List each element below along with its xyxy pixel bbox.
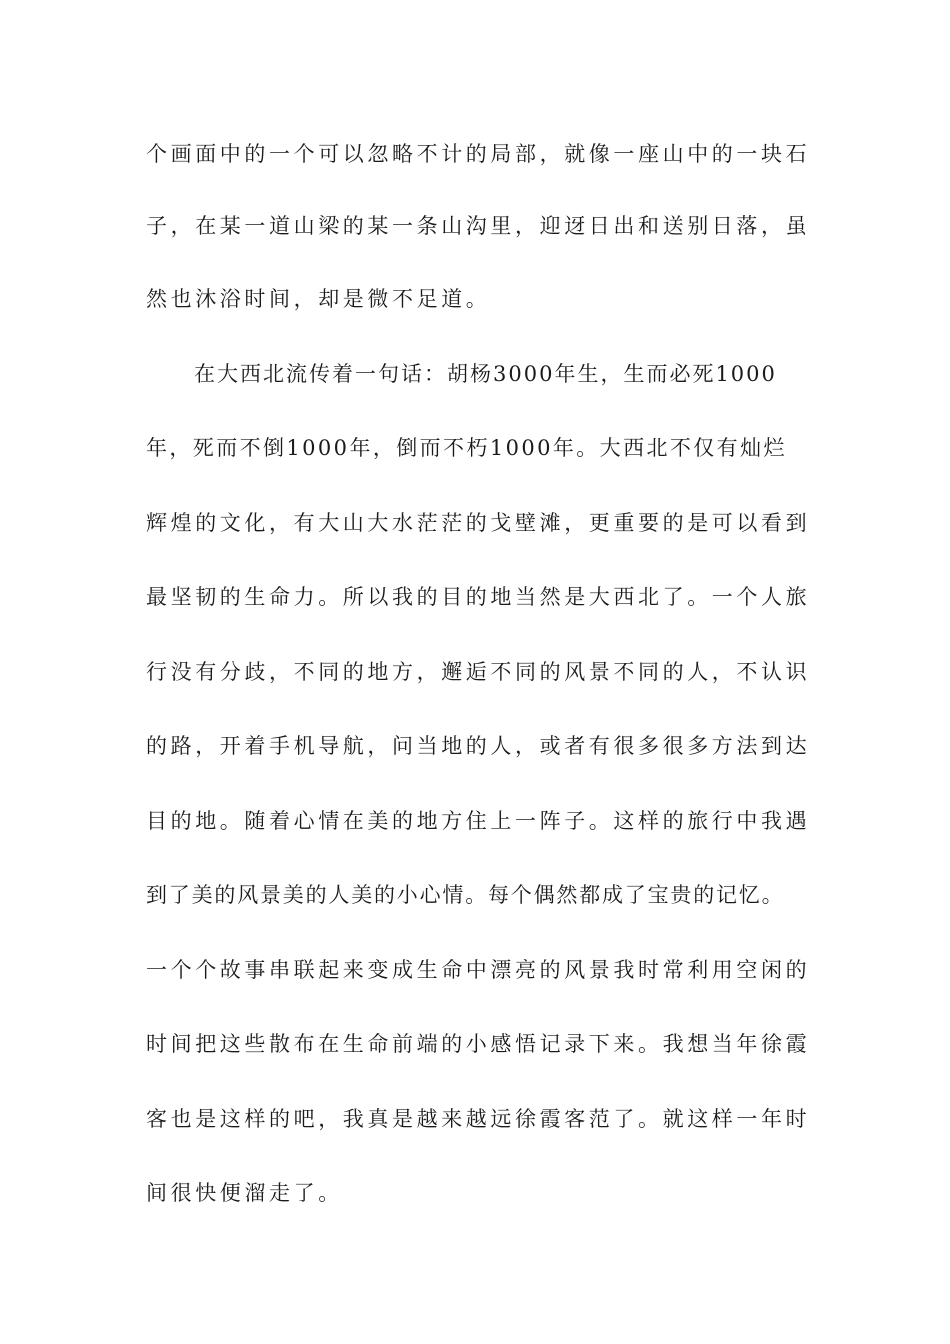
text-line: 最坚韧的生命力。所以我的目的地当然是大西北了。一个人旅 — [146, 585, 811, 609]
text-line: 时间把这些散布在生命前端的小感悟记录下来。我想当年徐霞 — [146, 1032, 811, 1056]
text-line: 目的地。随着心情在美的地方住上一阵子。这样的旅行中我遇 — [146, 809, 811, 833]
text-line: 然也沐浴时间，却是微不足道。 — [146, 287, 491, 311]
text-line: 的路，开着手机导航，问当地的人，或者有很多很多方法到达 — [146, 734, 811, 758]
text-line: 间很快便溜走了。 — [146, 1181, 343, 1205]
text-line: 行没有分歧，不同的地方，邂逅不同的风景不同的人，不认识 — [146, 660, 811, 684]
text-line: 一个个故事串联起来变成生命中漂亮的风景我时常利用空闲的 — [146, 958, 811, 982]
text-line: 在大西北流传着一句话：胡杨3000年生，生而必死1000 — [194, 362, 777, 386]
text-line: 个画面中的一个可以忽略不计的局部，就像一座山中的一块石 — [146, 142, 811, 166]
text-line: 子，在某一道山梁的某一条山沟里，迎迓日出和送别日落，虽 — [146, 214, 811, 238]
text-line: 到了美的风景美的人美的小心情。每个偶然都成了宝贵的记忆。 — [146, 883, 785, 907]
text-line: 年，死而不倒1000年，倒而不朽1000年。大西北不仅有灿烂 — [146, 436, 787, 460]
text-line: 客也是这样的吧，我真是越来越远徐霞客范了。就这样一年时 — [146, 1107, 811, 1131]
text-line: 辉煌的文化，有大山大水茫茫的戈壁滩，更重要的是可以看到 — [146, 511, 811, 535]
